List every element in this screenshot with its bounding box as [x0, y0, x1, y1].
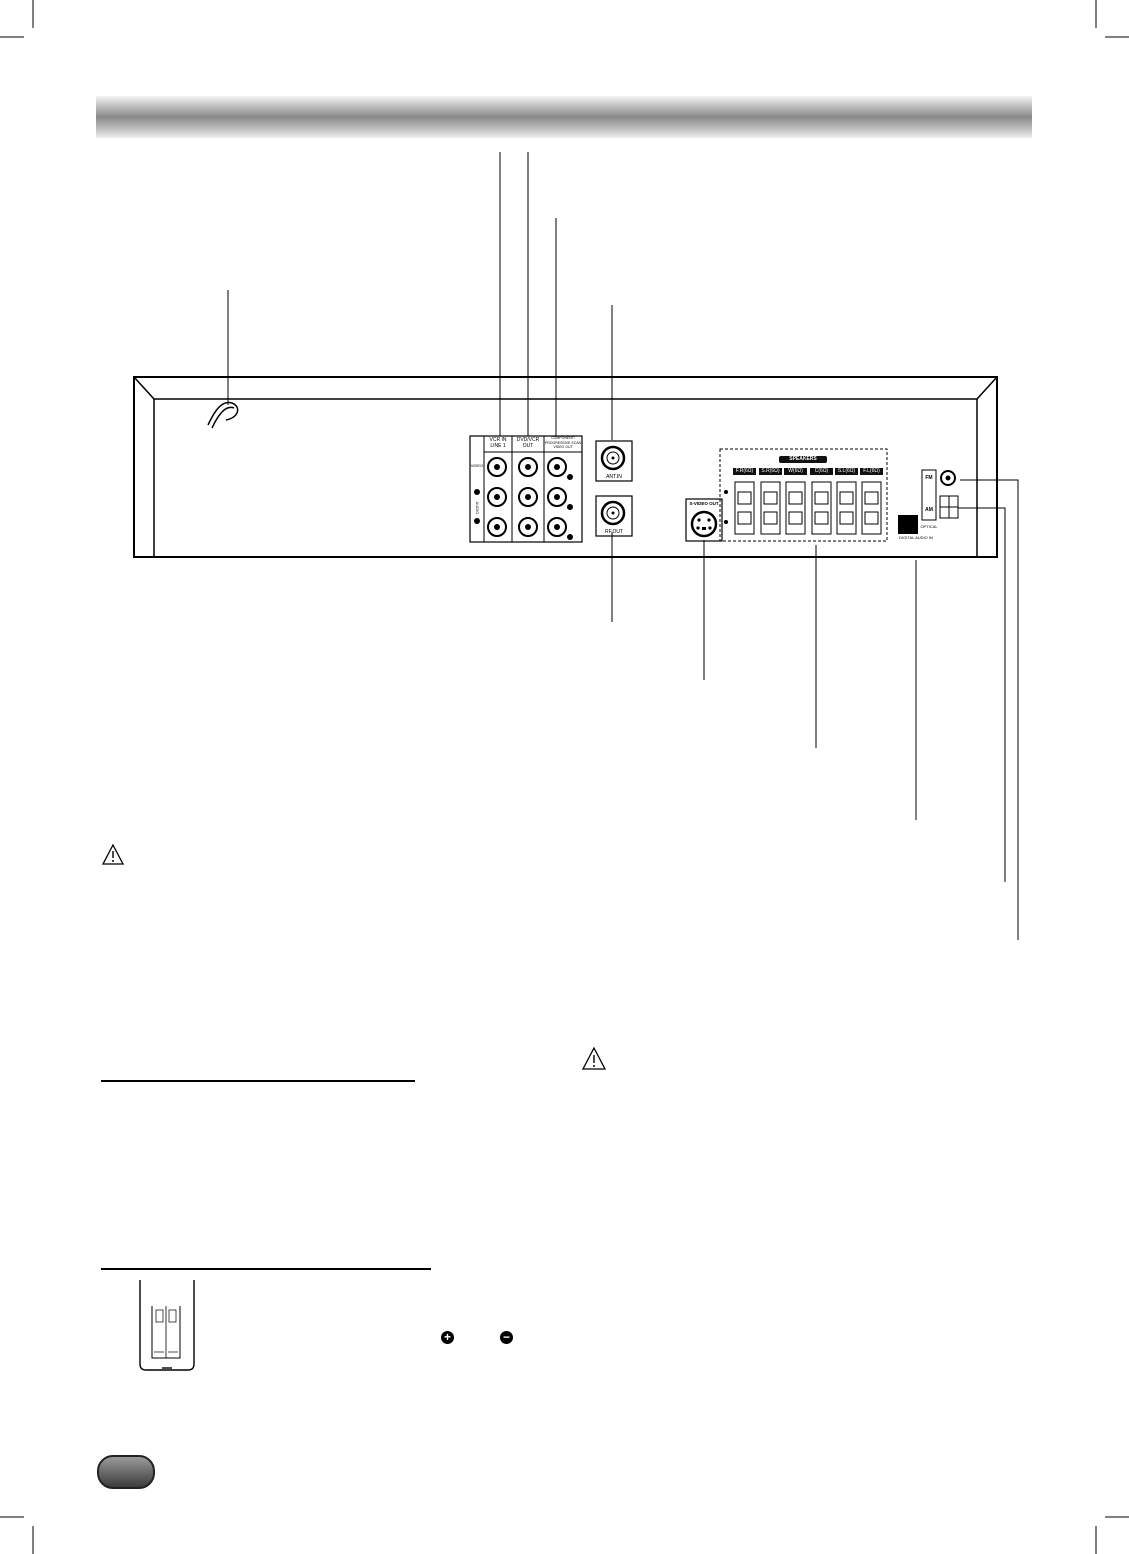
- page-number-tab: [97, 1455, 155, 1489]
- speaker-terminals: [735, 482, 881, 534]
- dvd-vcr-out-label: DVD/VCR OUT: [516, 437, 540, 449]
- video-row-label: VIDEO: [470, 463, 484, 468]
- speaker-channel-fl: F.L(6Ω): [860, 468, 883, 475]
- speakers-label: SPEAKERS: [779, 456, 827, 463]
- speaker-channel-c: C(6Ω): [810, 468, 833, 475]
- warning-triangle-icon: [581, 1046, 607, 1072]
- digital-audio-in-label: DIGITAL AUDIO IN: [899, 535, 933, 540]
- callout-lines: [228, 152, 1018, 940]
- section-rule: [101, 1268, 431, 1270]
- optical-label: OPTICAL: [920, 524, 938, 529]
- fm-label: FM: [925, 475, 933, 481]
- speaker-channel-fr: F.R(6Ω): [733, 468, 756, 475]
- plus-icon: +: [441, 1331, 454, 1344]
- ant-in-label: ANT.IN: [606, 474, 622, 480]
- coax-connectors: [596, 441, 632, 536]
- speaker-channel-w: W(6Ω): [784, 468, 807, 475]
- minus-icon: −: [500, 1331, 513, 1344]
- s-video-out-label: S-VIDEO OUT: [689, 501, 719, 506]
- speaker-channel-sl: S.L(6Ω): [835, 468, 858, 475]
- component-video-out-label: COMPONENT/ PROGRESSIVE SCAN VIDEO OUT: [544, 436, 582, 449]
- rca-jacks: [474, 458, 573, 540]
- optical-connector: [898, 515, 918, 534]
- rf-out-label: RF.OUT: [604, 529, 624, 535]
- am-label: AM: [925, 507, 933, 513]
- remote-battery-compartment: [132, 1280, 202, 1380]
- audio-row-label: AUDIO: [475, 501, 480, 515]
- warning-triangle-icon: [101, 843, 125, 867]
- power-cord-icon: [208, 402, 238, 428]
- speaker-channel-sr: S.R(6Ω): [759, 468, 782, 475]
- vcr-in-label: VCR IN LINE 1: [489, 437, 507, 449]
- section-rule: [101, 1080, 415, 1082]
